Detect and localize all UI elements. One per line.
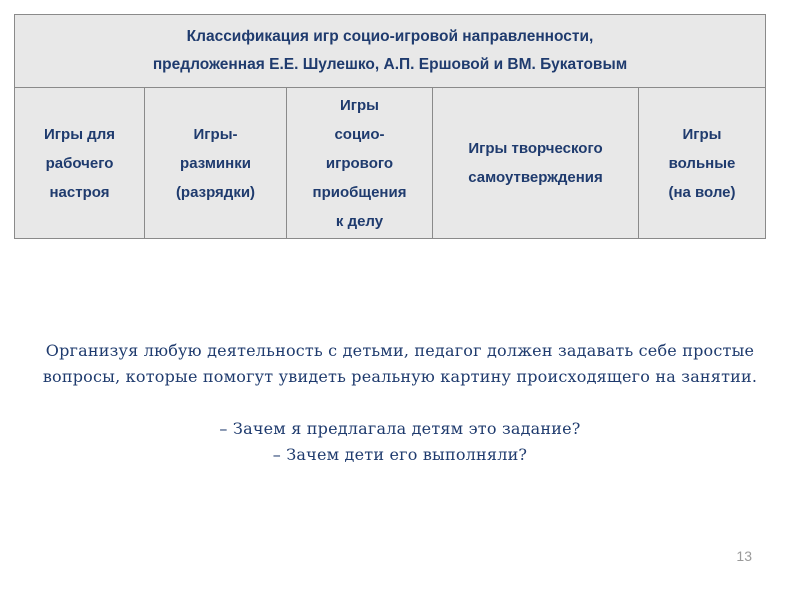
category-label: Игры- разминки (разрядки) — [175, 125, 256, 201]
page-number: 13 — [736, 548, 752, 564]
category-label: Игры социо- игрового приобщения к делу — [312, 96, 407, 230]
table-title — [15, 15, 766, 88]
table-title-row — [15, 15, 766, 88]
body-text — [20, 338, 780, 468]
table-categories-row — [15, 88, 766, 239]
category-cell-free — [639, 88, 766, 239]
category-label: Игры творческого самоутверждения — [468, 140, 603, 186]
question-2: – Зачем дети его выполняли? — [272, 445, 528, 464]
category-cell-working-mood — [15, 88, 145, 239]
paragraph-gap — [20, 390, 780, 416]
category-label: Игры вольные (на воле) — [668, 125, 736, 201]
category-cell-socio-game — [287, 88, 433, 239]
category-cell-warmup — [145, 88, 287, 239]
question-1: – Зачем я предлагала детям это задание? — [219, 419, 581, 438]
table-title-line-2: предложенная Е.Е. Шулешко, А.П. Ершовой и ВМ. Букатовым — [152, 56, 628, 73]
body-paragraph: Организуя любую деятельность с детьми, педагог должен задавать себе простые вопросы, которые помогут увидеть реальную картину происходящего на занятии. — [42, 341, 758, 386]
category-cell-creative — [433, 88, 639, 239]
table-title-line-1: Классификация игр социо-игровой направленности, — [186, 28, 594, 45]
classification-table — [14, 14, 766, 239]
category-label: Игры для рабочего настроя — [44, 125, 115, 201]
